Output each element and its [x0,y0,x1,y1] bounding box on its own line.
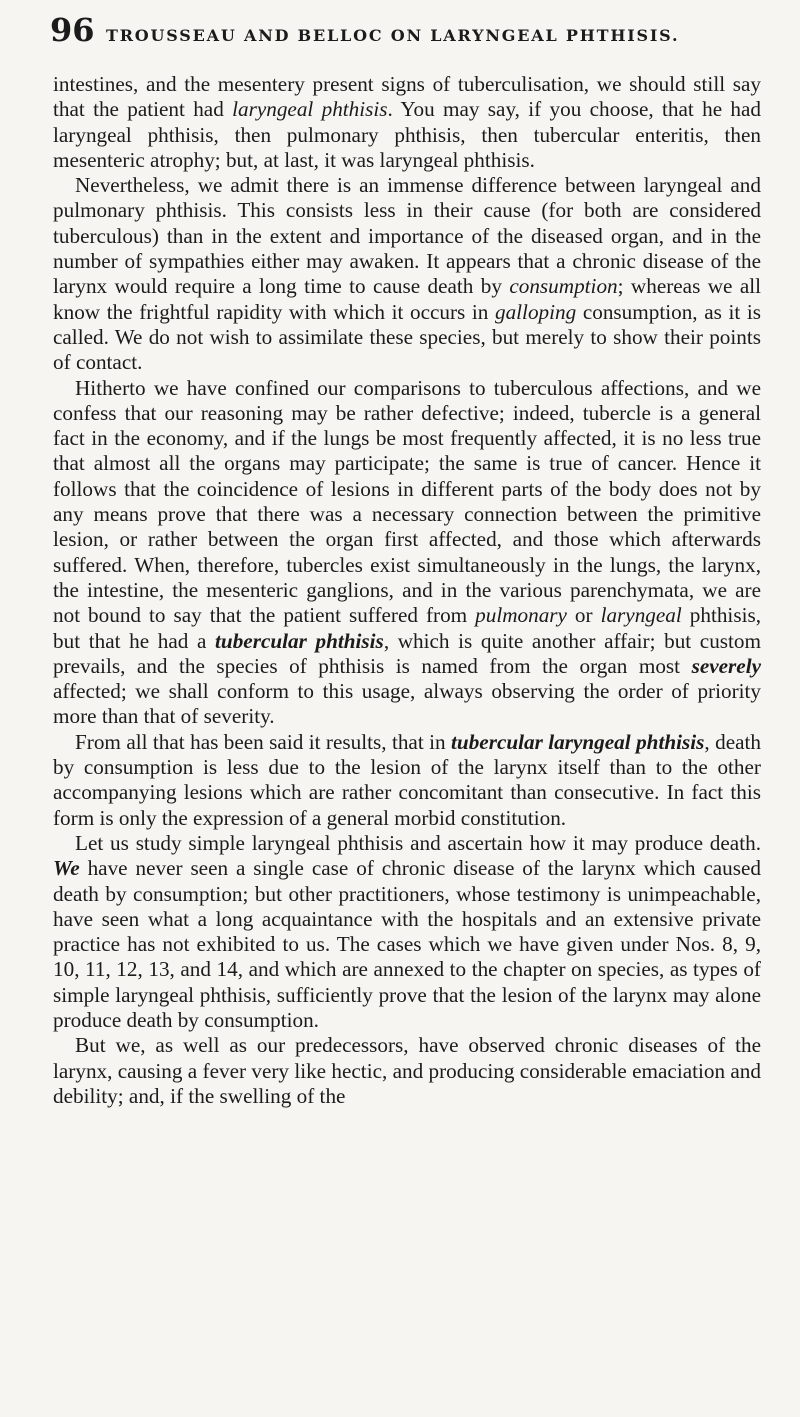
paragraph-text: ; whereas we all know the frightful rapidity with which it occurs in [53,274,761,324]
paragraph-text: Hitherto we have confined our comparisons to tuberculous affections, and we confess that our reasoning may be rather defective; indeed, tubercle is a general fact in the economy, and if the lungs be most frequently affected, it is no less true that almost all the organs may participate; the same is true of cancer. Hence it follows that the coincidence of lesions in different parts of the body does not by any means prove that there was a necessary connection between the primitive lesion, or rather between the organ first affected, and those which afterwards suffered. When, therefore, tubercles exist simultaneously in the lungs, the larynx, the intestine, the mesenteric ganglions, and in the various parenchymata, we are not bound to say that the patient suffered from [53,375,761,628]
paragraph-text: From all that has been said it results, that in [75,729,452,754]
paragraph-text: , which is quite another affair; but custom prevails, and the species of phthisis is named from the organ most [53,628,762,678]
emphasis-text: pulmonary [475,603,567,628]
emphasis-text: tubercular phthisis [215,628,384,653]
paragraph-text: intestines, and the mesentery present signs of tuberculisation, we should still say that the patient had [53,72,761,122]
paragraph-text: phthisis, but that he had a [53,603,761,653]
emphasis-text: tubercular laryngeal phthisis [451,729,705,754]
emphasis-text: laryngeal phthisis [232,97,388,122]
running-head [50,11,740,49]
paragraph-p4 [53,730,761,831]
emphasis-text: consumption [509,274,618,299]
paragraph-text: consumption, as it is called. We do not wish to assimilate these species, but merely to show their points of contact. [53,299,761,375]
emphasis-text: galloping [494,299,577,324]
paragraph-p3 [53,376,761,730]
paragraph-p6 [53,1033,761,1109]
paragraph-text: or [566,603,601,628]
paragraph-text: , death by consumption is less due to the lesion of the larynx itself than to the other accompanying lesions which are rather concomitant than consecutive. In fact this form is only the expression of a general morbid constitution. [53,729,762,830]
page-number: 96 [50,11,95,49]
paragraph-p2 [53,173,761,375]
paragraph-text: Let us study simple laryngeal phthisis and ascertain how it may produce death. [75,830,761,855]
emphasis-text: We [53,856,80,881]
paragraph-text: have never seen a single case of chronic disease of the larynx which caused death by consumption; but other practitioners, whose testimony is unimpeachable, have seen what a long acquaintance with the hospitals and an extensive private practice has not exhibited to us. The cases which we have given under Nos. 8, 9, 10, 11, 12, 13, and 14, and which are annexed to the chapter on species, as types of simple laryngeal phthisis, sufficiently prove that the lesion of the larynx may alone produce death by consumption. [53,856,761,1032]
paragraph-text: . You may say, if you choose, that he had laryngeal phthisis, then pulmonary phthisis, then tubercular enteritis, then mesenteric atrophy; but, at last, it was laryngeal phthisis. [53,97,761,172]
paragraph-text: But we, as well as our predecessors, have observed chronic diseases of the larynx, causing a fever very like hectic, and producing considerable emaciation and debility; and, if the swelling of the [53,1033,761,1108]
paragraph-text: affected; we shall conform to this usage, always observing the order of priority more than that of severity. [53,679,761,729]
paragraph-p5 [53,831,761,1033]
paragraph-p1 [53,72,761,173]
paragraph-text: Nevertheless, we admit there is an immense difference between laryngeal and pulmonary phthisis. This consists less in their cause (for both are considered tuberculous) than in the extent and importance of the diseased organ, and in the number of sympathies either may awaken. It appears that a chronic disease of the larynx would require a long time to cause death by [53,173,761,299]
emphasis-text: laryngeal [600,603,682,628]
running-title: TROUSSEAU AND BELLOC ON LARYNGEAL PHTHISIS. [106,26,680,45]
body-text [53,72,761,1109]
emphasis-text: severely [691,653,761,678]
